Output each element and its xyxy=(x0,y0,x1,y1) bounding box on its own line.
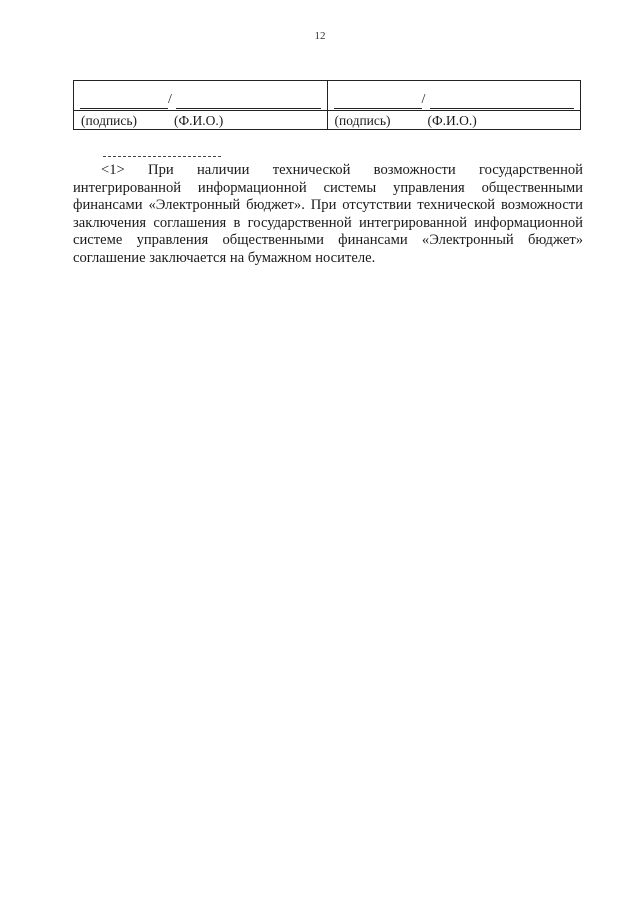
signature-slash: / xyxy=(168,92,172,107)
signature-label: (подпись) xyxy=(81,113,138,128)
signature-cell-right xyxy=(327,81,581,129)
footnote-text: <1> При наличии технической возможности государственной интегрированной информационной системы управления общественными финансами «Электронный бюджет». При отсутствии технической возможности заключения соглашения в государственной интегрированной информационной системе управления общественными финансами «Электронный бюджет» соглашение заключается на бумажном носителе. xyxy=(73,162,583,266)
name-blank-line xyxy=(430,108,575,109)
name-label: (Ф.И.О.) xyxy=(427,113,477,128)
signature-labels xyxy=(74,110,327,131)
signature-cell-left xyxy=(74,81,327,129)
signature-lines xyxy=(80,94,321,108)
name-label: (Ф.И.О.) xyxy=(174,113,224,128)
signature-label: (подпись) xyxy=(334,113,391,128)
signature-table xyxy=(73,80,581,130)
footnote-separator xyxy=(103,156,221,157)
signature-slash: / xyxy=(421,92,426,107)
signature-blank-line xyxy=(334,108,422,109)
name-blank-line xyxy=(176,108,321,109)
signature-lines xyxy=(334,94,575,108)
page-number: 12 xyxy=(314,30,326,42)
signature-labels xyxy=(328,110,581,131)
signature-blank-line xyxy=(80,108,168,109)
